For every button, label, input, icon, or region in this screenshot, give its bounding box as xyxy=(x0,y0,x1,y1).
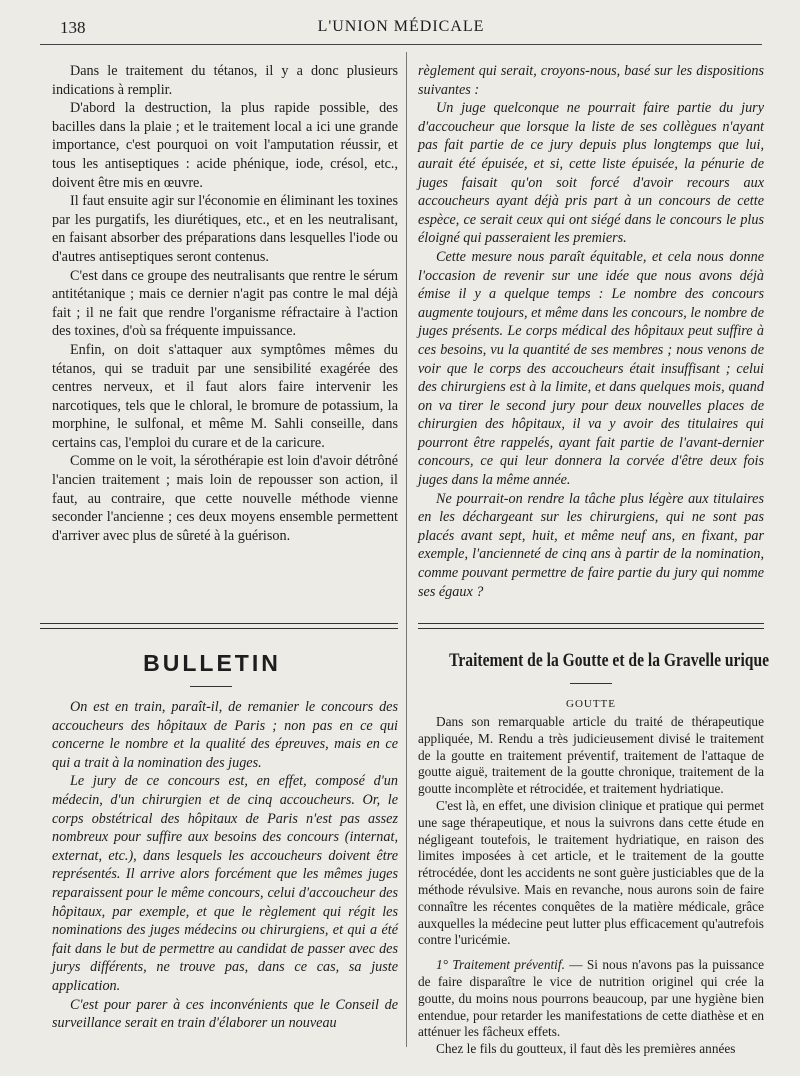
paragraph xyxy=(418,957,764,1041)
page-header xyxy=(40,14,762,42)
paragraph: Il faut ensuite agir sur l'économie en éliminant les toxines par les purgatifs, les diurétiques, etc., et en les neutralisant, en faisant absorber des préparations dans lesquelles l'iode ou d'autres antiseptiques seront contenus. xyxy=(52,193,398,265)
heading-rule xyxy=(570,683,612,684)
paragraph: Un juge quelconque ne pourrait faire partie du jury d'accoucheur que lorsque la liste de ses collègues n'ayant pas fait partie de ce jury depuis plus longtemps que lui, aurait été épuisée, et si, cette liste épuisée, la pénurie de juges faisait qu'on soit forcé d'avoir recours aux accoucheurs ayant déjà pris part à un concours de cette espèce, ce serait ceux qui ont siégé dans le concours le plus éloigné qui passeraient les premiers. xyxy=(418,100,764,247)
section-double-rule xyxy=(40,623,398,629)
paragraph: Dans le traitement du tétanos, il y a donc plusieurs indications à remplir. xyxy=(52,63,398,98)
article-text xyxy=(418,714,764,1058)
paragraph: règlement qui serait, croyons-nous, basé sur les dispositions suivantes : xyxy=(418,63,764,98)
section-double-rule xyxy=(418,623,764,629)
paragraph: C'est pour parer à ces inconvénients que le Conseil de surveillance serait en train d'élaborer un nouveau xyxy=(52,996,398,1032)
right-column-text xyxy=(418,62,764,601)
paragraph: Ne pourrait-on rendre la tâche plus légère aux titulaires en les déchargeant sur les chirurgiens, qui ne sont pas placés avant sept, huit, et même neuf ans, en fixant, par exemple, l'ancienneté de cinq ans à partir de la nomination, comme pouvant permettre de faire partie du jury qui nomme ses égaux ? xyxy=(418,490,764,600)
paragraph: Enfin, on doit s'attaquer aux symptômes mêmes du tétanos, qui se traduit par une sensibilité exagérée des centres nerveux, et il faut alors faire intervenir les narcotiques, tels que le chloral, le bromure de potassium, la morphine, le sulfonal, et même M. Sahli conseille, dans certains cas, l'emploi du curare et de la caricure. xyxy=(52,341,398,451)
article-subhead: GOUTTE xyxy=(566,698,616,710)
paragraph: C'est dans ce groupe des neutralisants que rentre le sérum antitétanique ; mais ce dernier n'agit pas contre le mal déjà fait ; il ne fait que rendre l'organisme réfractaire à l'action des toxines, d'où sa fréquente impuissance. xyxy=(52,267,398,340)
header-rule xyxy=(40,44,762,45)
bulletin-heading: BULLETIN xyxy=(143,650,281,676)
paragraph: Comme on le voit, la sérothérapie est loin d'avoir détrôné l'ancien traitement ; mais loin de repousser son action, il faut, au contraire, que cette nouvelle méthode vienne seconder l'ancienne ; ces deux moyens ensemble permettent d'arriver avec plus de sûreté à la guérison. xyxy=(52,453,398,544)
paragraph: C'est là, en effet, une division clinique et pratique qui permet une sage thérapeutique, et nous la suivrons dans cette étude en négligeant toutefois, le traitement hydriatique, en raison des limites imposées à cet article, et le traitement de la goutte rétrocédée, dont les accidents ne sont guère justiciables que de la méthode révulsive. Mais en revanche, nous aurons soin de faire connaître les récentes conquêtes de la matière médicale, grâce auxquelles la médecine peut lutter plus efficacement qu'autrefois contre l'uricémie. xyxy=(418,797,764,948)
column-divider xyxy=(406,52,407,1047)
paragraph: D'abord la destruction, la plus rapide possible, des bacilles dans la plaie ; et le traitement local a ici une grande importance, c'est pourquoi on voit l'amputation réussir, et tous les antiseptiques : acide phénique, iode, crésol, etc., doivent être mis en œuvre. xyxy=(52,100,398,191)
paragraph: Le jury de ce concours est, en effet, composé d'un médecin, d'un chirurgien et de cinq accoucheurs. Or, le corps obstétrical des hôpitaux de Paris n'est pas assez nombreux pour suffire aux besoins des concours (internat, externat, etc.), dans lesquels les accoucheurs doivent être représentés. Il arrive alors forcément que les mêmes juges reparaissent pour le même concours, celui d'accoucheur des hôpitaux, par exemple, et que le règlement qui régit les nominations des juges médecins ou chirurgiens, et qui a été fait dans le but de permettre au candidat de passer avec des jurys différents, ne trouve pas, dans ce cas, sa juste application. xyxy=(52,773,398,994)
paragraph: On est en train, paraît-il, de remanier le concours des accoucheurs des hôpitaux de Paris ; non pas en ce qui concerne le nombre et la qualité des épreuves, mais en ce qui a trait à la nomination des juges. xyxy=(52,699,398,771)
heading-rule xyxy=(190,686,232,687)
paragraph: Chez le fils du goutteux, il faut dès les premières années xyxy=(436,1041,736,1057)
article-title: Traitement de la Goutte et de la Gravelle urique xyxy=(449,650,770,671)
paragraph: Dans son remarquable article du traité de thérapeutique appliquée, M. Rendu a très judicieusement divisé le traitement de la goutte en traitement préventif, traitement de l'attaque de goutte aiguë, traitement de la goutte chronique, traitement de la goutte incomplète et rétrocidée, et traitement hydriatique. xyxy=(418,714,764,797)
page-number: 138 xyxy=(60,18,86,37)
running-title: L'UNION MÉDICALE xyxy=(317,18,485,35)
section-text: — Si nous n'avons pas la puissance de faire disparaître le vice de nutrition originel qui crée la goutte, du moins nous pourrons beaucoup, par une hygiène bien entendue, pour retarder les manifestations de cette diathèse et en atténuer les fâcheux effets. xyxy=(418,957,764,1040)
left-column-text xyxy=(52,62,398,545)
bulletin-text xyxy=(52,698,398,1033)
paragraph: Cette mesure nous paraît équitable, et cela nous donne l'occasion de revenir sur une idée que nous avons déjà émise il y a quelque temps : Le nombre des concours augmente toujours, et même dans les concours, le nombre de juges présents. Le corps médical des hôpitaux peut suffire à ces besoins, vu la quantité de ses membres ; nous venons de voir que le corps des accoucheurs était insuffisant ; celui des chirurgiens est à la limite, et dans quelques mois, quand on va tirer le second jury pour deux nouvelles places de chirurgien des hôpitaux, il va y avoir des titulaires qui pourront être rappelés, ayant fait partie de l'avant-dernier concours, ce qui leur donnera la corvée d'être deux fois juges dans la même année. xyxy=(418,248,764,489)
section-label: 1° Traitement préventif. xyxy=(436,957,565,973)
